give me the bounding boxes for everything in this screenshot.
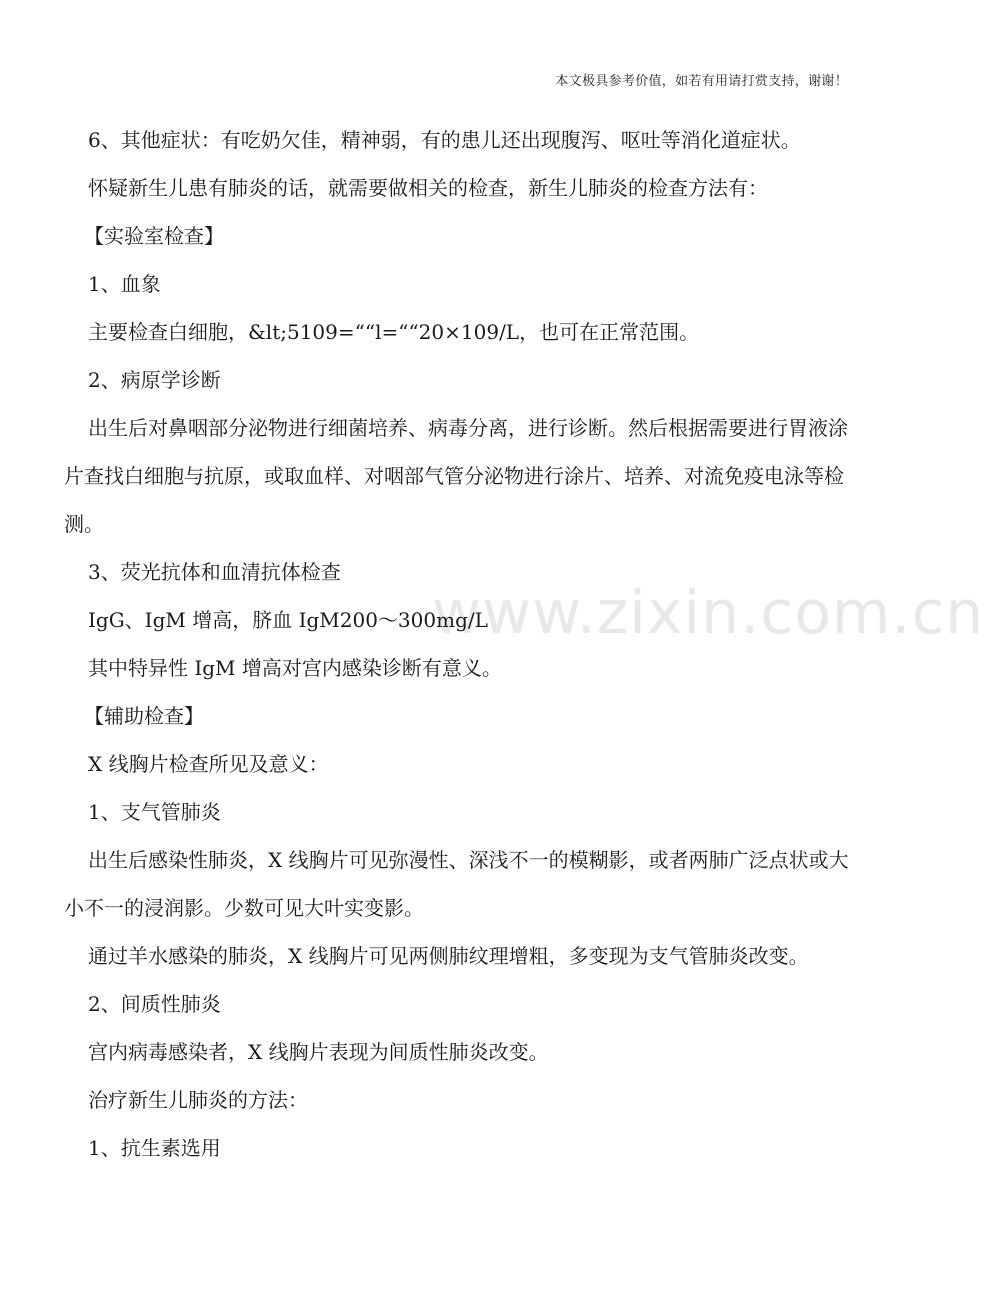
subheading-blood-picture: 1、血象 — [88, 272, 161, 296]
paragraph-xray-intro: X 线胸片检查所见及意义： — [88, 752, 329, 776]
subheading-etiology: 2、病原学诊断 — [88, 368, 221, 392]
section-heading-aux-exam: 【辅助检查】 — [84, 704, 204, 728]
paragraph-amniotic-infection: 通过羊水感染的肺炎，X 线胸片可见两侧肺纹理增粗，多变现为支气管肺炎改变。 — [88, 944, 809, 968]
subheading-interstitial-pneumonia: 2、间质性肺炎 — [88, 992, 221, 1016]
subheading-antibody-exam: 3、荧光抗体和血清抗体检查 — [88, 560, 341, 584]
paragraph-exam-intro: 怀疑新生儿患有肺炎的话，就需要做相关的检查，新生儿肺炎的检查方法有： — [88, 176, 768, 200]
header-note: 本文极具参考价值，如若有用请打赏支持，谢谢！ — [555, 74, 848, 89]
paragraph-igm-significance: 其中特异性 IgM 增高对宫内感染诊断有意义。 — [88, 656, 502, 680]
watermark-text: www.zixin.com.cn — [432, 578, 984, 648]
paragraph-igg-igm: IgG、IgM 增高，脐血 IgM200～300mg/L — [88, 608, 488, 632]
paragraph-etiology: 出生后对鼻咽部分泌物进行细菌培养、病毒分离，进行诊断。然后根据需要进行胃液涂片查找白细胞与抗原，或取血样、对咽部气管分泌物进行涂片、培养、对流免疫电泳等检测。 — [64, 416, 848, 536]
paragraph-white-cell: 主要检查白细胞，&lt;5109=““l=““20×109/L，也可在正常范围。 — [88, 320, 700, 344]
paragraph-interstitial: 宫内病毒感染者，X 线胸片表现为间质性肺炎改变。 — [88, 1040, 549, 1064]
subheading-antibiotics: 1、抗生素选用 — [88, 1136, 221, 1160]
section-heading-lab-exam: 【实验室检查】 — [84, 224, 224, 248]
paragraph-bronchopneumonia: 出生后感染性肺炎，X 线胸片可见弥漫性、深浅不一的模糊影，或者两肺广泛点状或大小不一的浸润影。少数可见大叶实变影。 — [64, 848, 849, 920]
paragraph-symptom-6: 6、其他症状：有吃奶欠佳，精神弱，有的患儿还出现腹泻、呕吐等消化道症状。 — [88, 128, 801, 152]
subheading-bronchopneumonia: 1、支气管肺炎 — [88, 800, 221, 824]
document-body — [64, 116, 854, 1172]
paragraph-treatment-intro: 治疗新生儿肺炎的方法： — [88, 1088, 308, 1112]
